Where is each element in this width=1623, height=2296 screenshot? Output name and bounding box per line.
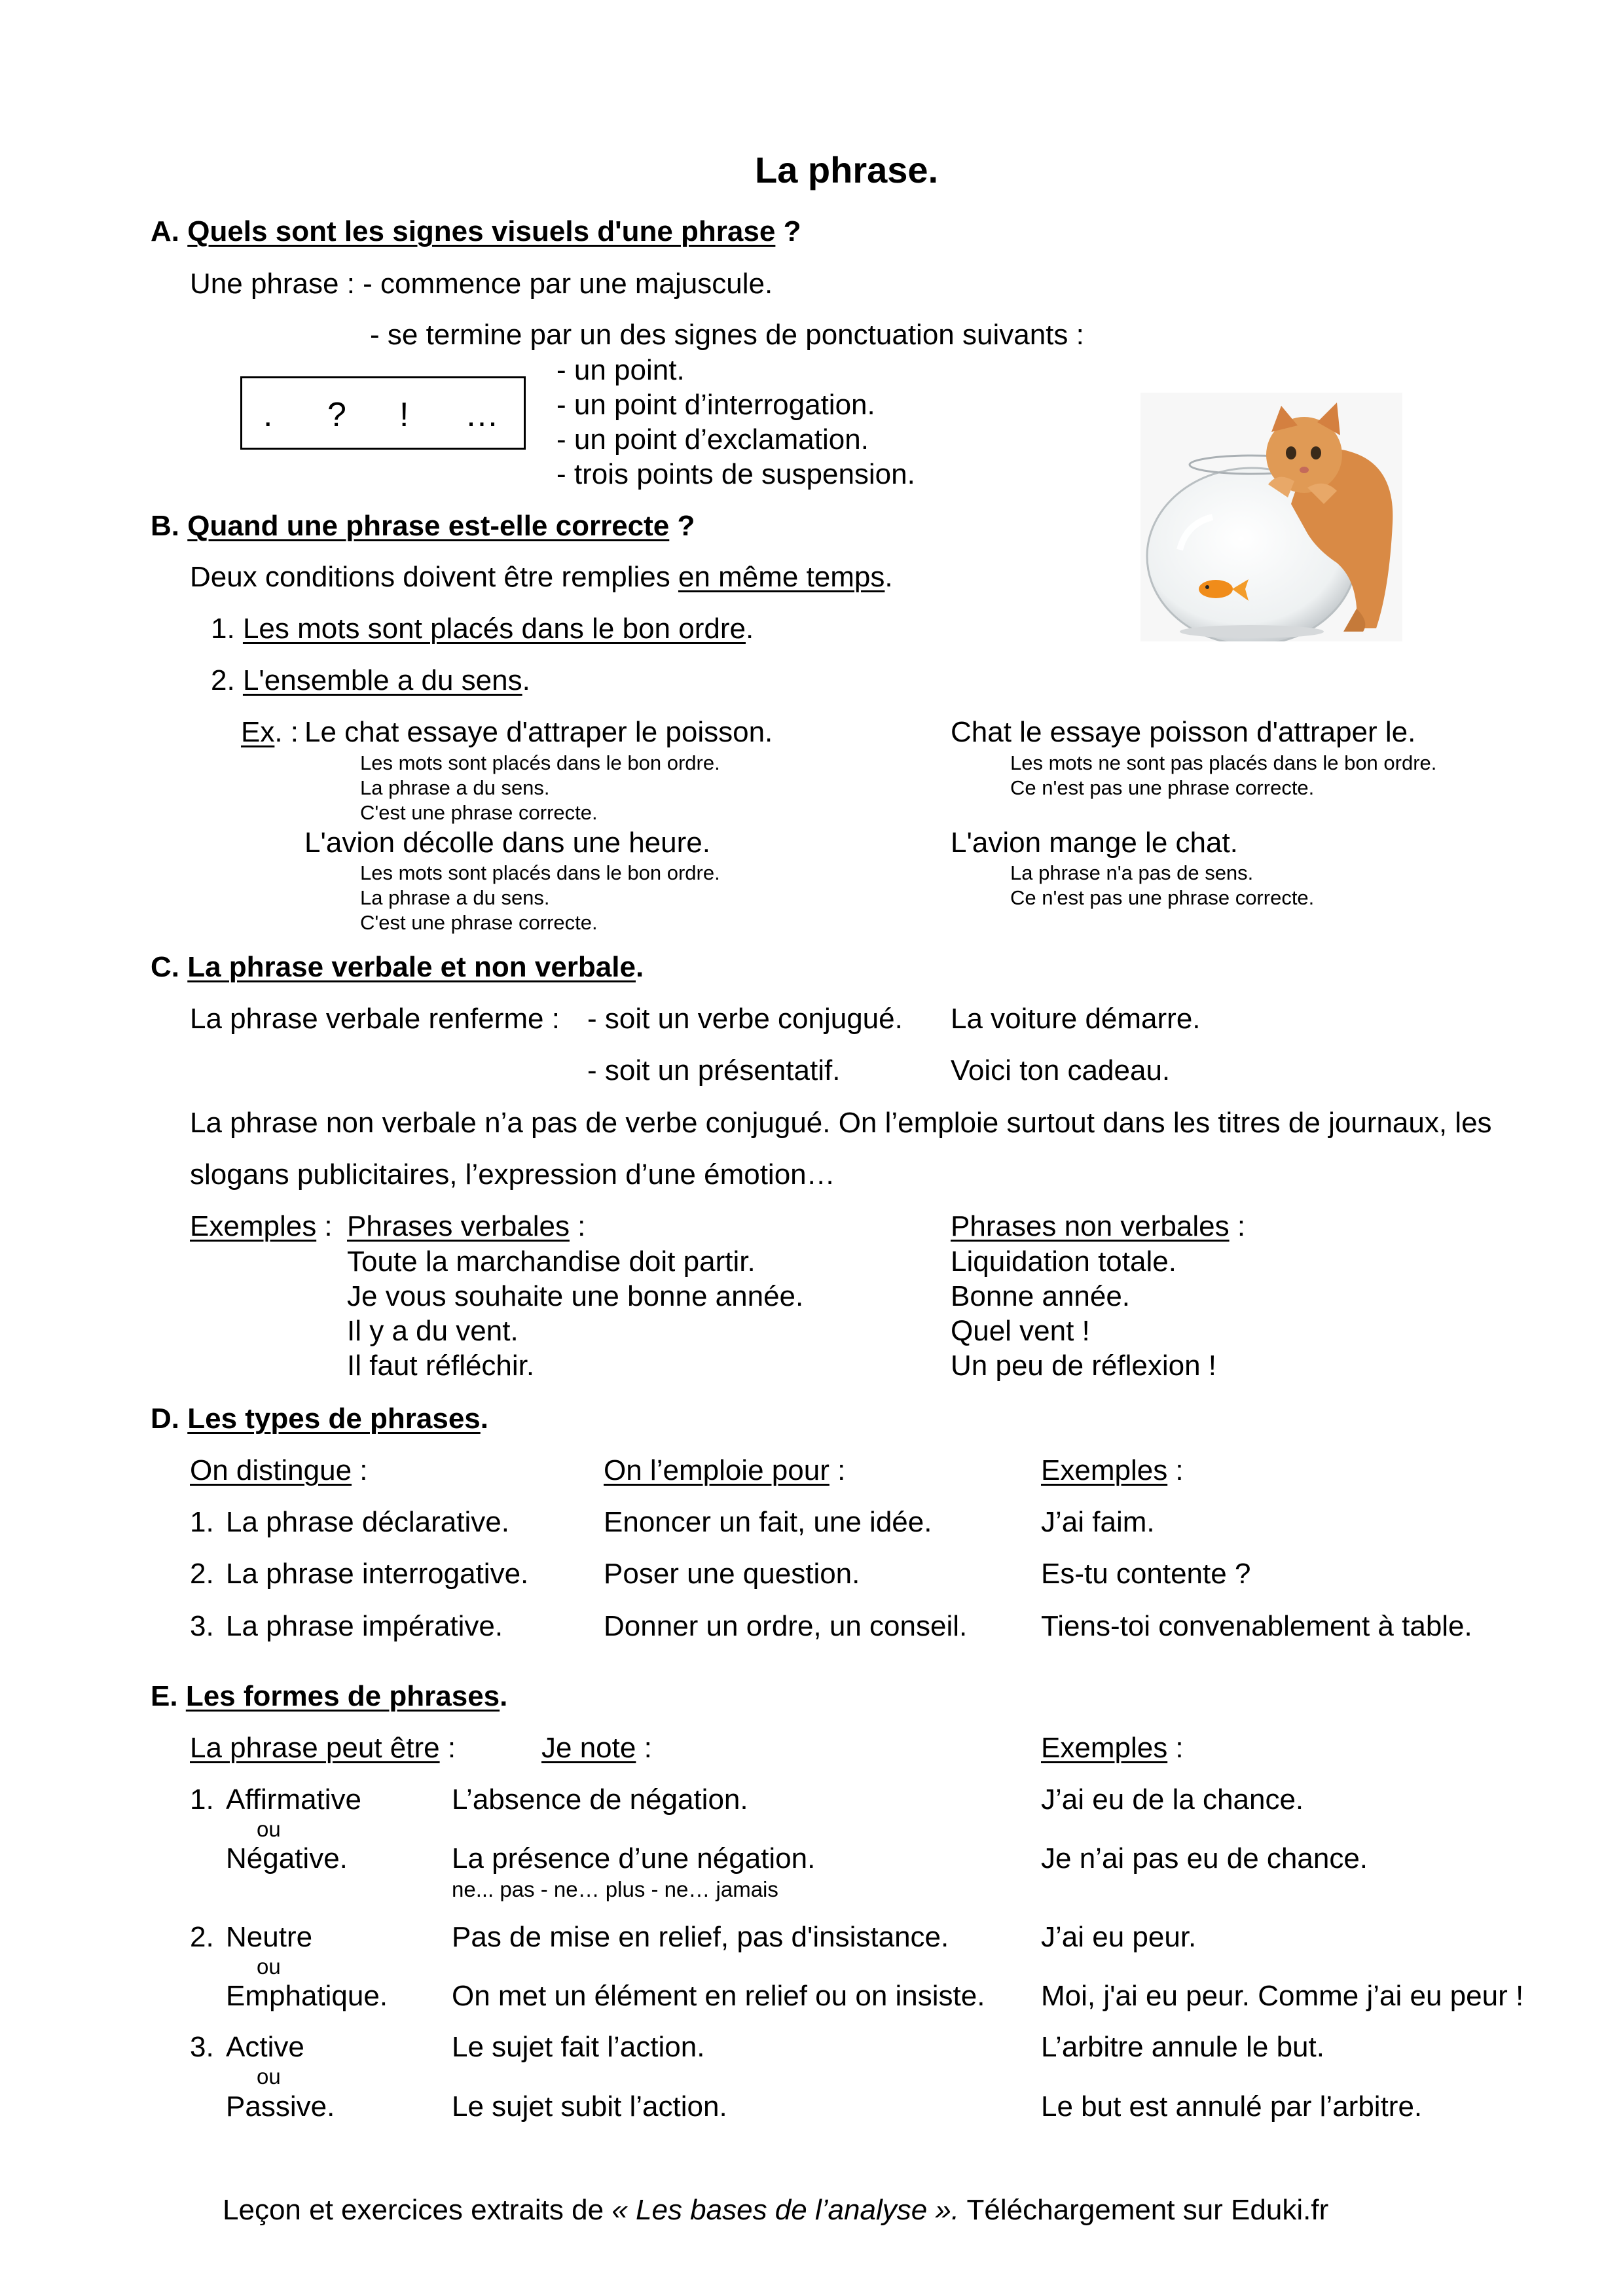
row-number: 1. bbox=[190, 1506, 214, 1538]
row-number: 2. bbox=[190, 1921, 214, 1953]
sign-exclamation: ! bbox=[399, 396, 409, 434]
ou-connector: ou bbox=[257, 1817, 281, 1841]
verbale-intro: La phrase verbale renferme : bbox=[190, 1003, 560, 1035]
phrases-non-verbales-heading: Phrases non verbales : bbox=[951, 1210, 1246, 1242]
example-a: L’arbitre annule le but. bbox=[1041, 2031, 1324, 2063]
table-header: On l’emploie pour : bbox=[604, 1454, 846, 1486]
example-note: C'est une phrase correcte. bbox=[360, 911, 598, 934]
example-sentence: L'avion décolle dans une heure. bbox=[304, 827, 710, 859]
list-item: Je vous souhaite une bonne année. bbox=[347, 1280, 804, 1312]
form-b: Négative. bbox=[226, 1842, 348, 1874]
example-note: Ce n'est pas une phrase correcte. bbox=[1010, 886, 1315, 909]
example-a: J’ai eu de la chance. bbox=[1041, 1784, 1304, 1816]
row-number: 3. bbox=[190, 2031, 214, 2063]
table-header: Je note : bbox=[541, 1732, 652, 1764]
row-type: La phrase impérative. bbox=[226, 1610, 503, 1642]
non-verbale-text: La phrase non verbale n’a pas de verbe conjugué. On l’emploie surtout dans les titres de journaux, les bbox=[190, 1107, 1492, 1139]
section-a-intro2: - se termine par un des signes de ponctuation suivants : bbox=[370, 319, 1084, 351]
cat-fishbowl-image bbox=[1140, 393, 1402, 641]
example-note: Les mots ne sont pas placés dans le bon ordre. bbox=[1010, 751, 1437, 774]
verbale-item: - soit un verbe conjugué. bbox=[587, 1003, 903, 1035]
punctuation-signs-box bbox=[240, 376, 526, 450]
list-item: Il y a du vent. bbox=[347, 1315, 519, 1347]
note-a: L’absence de négation. bbox=[452, 1784, 748, 1816]
ou-connector: ou bbox=[257, 1954, 281, 1979]
table-header: On distingue : bbox=[190, 1454, 368, 1486]
form-a: Active bbox=[226, 2031, 304, 2063]
row-number: 2. bbox=[190, 1558, 214, 1590]
example-b: Moi, j'ai eu peur. Comme j’ai eu peur ! bbox=[1041, 1980, 1524, 2012]
row-number: 3. bbox=[190, 1610, 214, 1642]
negation-forms: ne... pas - ne… plus - ne… jamais bbox=[452, 1877, 778, 1901]
row-type: La phrase interrogative. bbox=[226, 1558, 529, 1590]
table-header: Exemples : bbox=[1041, 1454, 1184, 1486]
note-b: La présence d’une négation. bbox=[452, 1842, 816, 1874]
row-use: Donner un ordre, un conseil. bbox=[604, 1610, 968, 1642]
note-b: Le sujet subit l’action. bbox=[452, 2090, 727, 2123]
form-a: Affirmative bbox=[226, 1784, 362, 1816]
example-sentence: Le chat essaye d'attraper le poisson. bbox=[304, 716, 773, 748]
note-a: Pas de mise en relief, pas d'insistance. bbox=[452, 1921, 949, 1953]
note-a: Le sujet fait l’action. bbox=[452, 2031, 705, 2063]
verbale-item: - soit un présentatif. bbox=[587, 1054, 841, 1086]
row-use: Poser une question. bbox=[604, 1558, 860, 1590]
phrases-verbales-heading: Phrases verbales : bbox=[347, 1210, 586, 1242]
example-b: Je n’ai pas eu de chance. bbox=[1041, 1842, 1368, 1874]
section-a-heading: A. Quels sont les signes visuels d'une phrase ? bbox=[151, 215, 801, 247]
example-label: Ex. : bbox=[241, 716, 299, 748]
example-sentence: L'avion mange le chat. bbox=[951, 827, 1238, 859]
list-item: Toute la marchandise doit partir. bbox=[347, 1246, 756, 1278]
row-use: Enoncer un fait, une idée. bbox=[604, 1506, 932, 1538]
verbale-example: La voiture démarre. bbox=[951, 1003, 1201, 1035]
exemples-label: Exemples : bbox=[190, 1210, 333, 1242]
list-item: Bonne année. bbox=[951, 1280, 1131, 1312]
example-note: Ce n'est pas une phrase correcte. bbox=[1010, 776, 1315, 799]
ou-connector: ou bbox=[257, 2064, 281, 2089]
example-note: Les mots sont placés dans le bon ordre. bbox=[360, 861, 720, 884]
list-item: Quel vent ! bbox=[951, 1315, 1090, 1347]
list-item: - un point d’interrogation. bbox=[556, 389, 875, 421]
example-b: Le but est annulé par l’arbitre. bbox=[1041, 2090, 1423, 2123]
condition-2: 2. L'ensemble a du sens. bbox=[211, 664, 530, 696]
sign-question: ? bbox=[327, 396, 346, 434]
list-item: - un point. bbox=[556, 354, 685, 386]
row-example: Es-tu contente ? bbox=[1041, 1558, 1251, 1590]
example-sentence: Chat le essaye poisson d'attraper le. bbox=[951, 716, 1416, 748]
example-a: J’ai eu peur. bbox=[1041, 1921, 1197, 1953]
table-header: La phrase peut être : bbox=[190, 1732, 456, 1764]
non-verbale-text: slogans publicitaires, l’expression d’une émotion… bbox=[190, 1158, 835, 1191]
form-a: Neutre bbox=[226, 1921, 313, 1953]
form-b: Passive. bbox=[226, 2090, 335, 2123]
row-example: J’ai faim. bbox=[1041, 1506, 1155, 1538]
section-b-heading: B. Quand une phrase est-elle correcte ? bbox=[151, 510, 695, 542]
list-item: - un point d’exclamation. bbox=[556, 423, 869, 456]
example-note: La phrase a du sens. bbox=[360, 886, 550, 909]
section-b-intro: Deux conditions doivent être remplies en même temps. bbox=[190, 561, 893, 593]
form-b: Emphatique. bbox=[226, 1980, 388, 2012]
footer-credit: Leçon et exercices extraits de « Les bases de l’analyse ». Téléchargement sur Eduki.fr bbox=[223, 2194, 1329, 2226]
row-type: La phrase déclarative. bbox=[226, 1506, 509, 1538]
note-b: On met un élément en relief ou on insiste. bbox=[452, 1980, 985, 2012]
list-item: Liquidation totale. bbox=[951, 1246, 1176, 1278]
row-number: 1. bbox=[190, 1784, 214, 1816]
section-c-heading: C. La phrase verbale et non verbale. bbox=[151, 951, 644, 983]
example-note: C'est une phrase correcte. bbox=[360, 801, 598, 824]
example-note: La phrase n'a pas de sens. bbox=[1010, 861, 1254, 884]
list-item: - trois points de suspension. bbox=[556, 458, 915, 490]
sign-point: . bbox=[263, 396, 273, 434]
sign-ellipsis: … bbox=[465, 396, 499, 434]
section-e-heading: E. Les formes de phrases. bbox=[151, 1680, 508, 1712]
example-note: La phrase a du sens. bbox=[360, 776, 550, 799]
section-d-heading: D. Les types de phrases. bbox=[151, 1403, 489, 1435]
section-a-intro: Une phrase : - commence par une majuscule. bbox=[190, 268, 773, 300]
example-note: Les mots sont placés dans le bon ordre. bbox=[360, 751, 720, 774]
condition-1: 1. Les mots sont placés dans le bon ordre. bbox=[211, 613, 754, 645]
row-example: Tiens-toi convenablement à table. bbox=[1041, 1610, 1472, 1642]
page-title: La phrase. bbox=[755, 149, 939, 190]
list-item: Il faut réfléchir. bbox=[347, 1350, 535, 1382]
table-header: Exemples : bbox=[1041, 1732, 1184, 1764]
verbale-example: Voici ton cadeau. bbox=[951, 1054, 1171, 1086]
list-item: Un peu de réflexion ! bbox=[951, 1350, 1217, 1382]
